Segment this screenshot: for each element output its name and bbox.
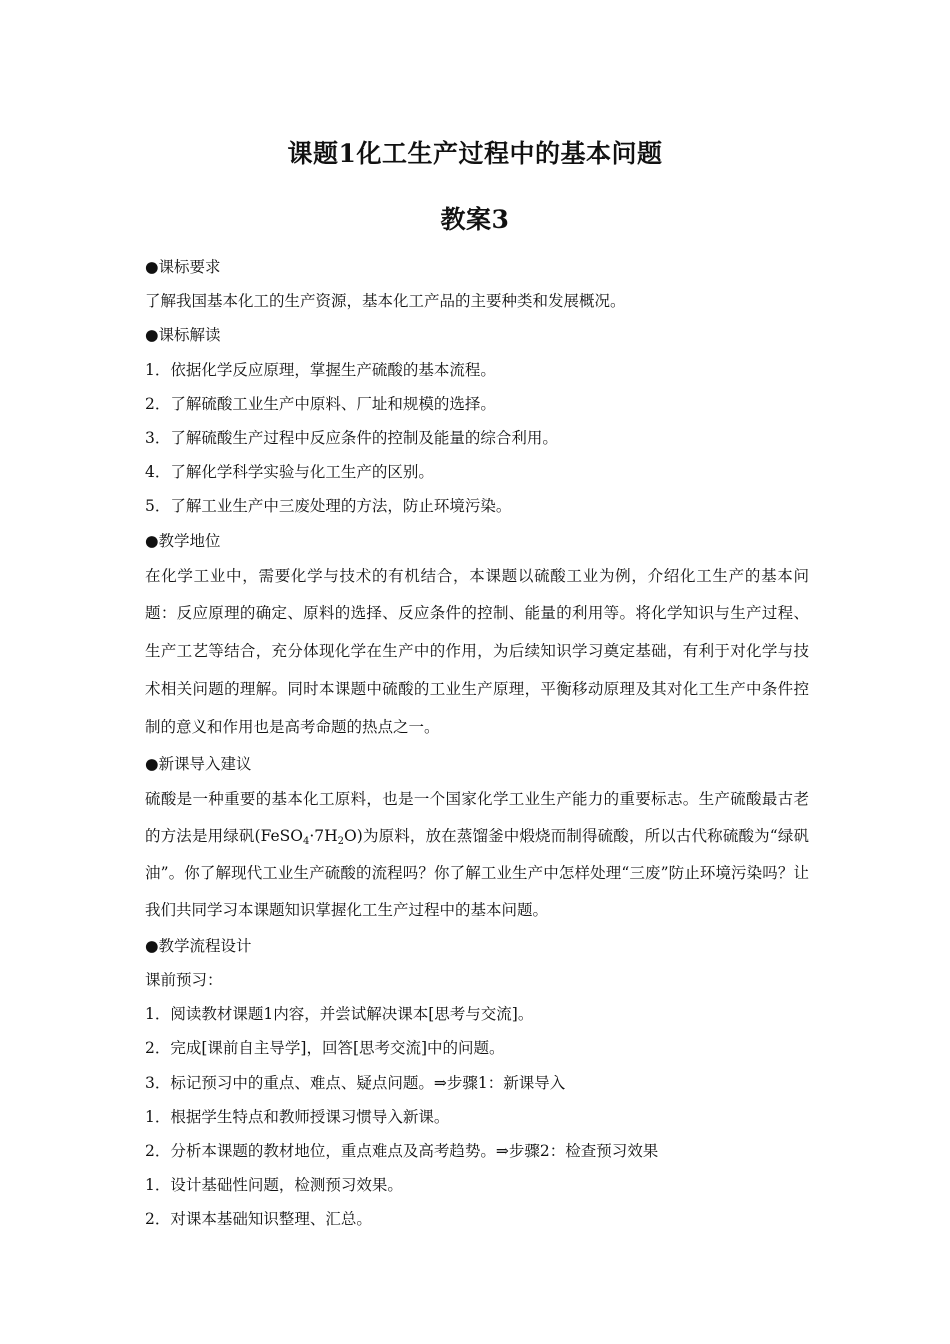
list-item: 2．分析本课题的教材地位，重点难点及高考趋势。⇒步骤2：检查预习效果 xyxy=(145,1141,659,1160)
paragraph: 硫酸是一种重要的基本化工原料，也是一个国家化学工业生产能力的重要标志。生产硫酸最古老的方法是用绿矾$(FeSO_4\cdot 7H_2O)$为原料，放在蒸馏釜中煅烧而制得硫酸，所以古代称硫酸为“绿矾油”。你了解现代工业生产硫酸的流程吗？你了解工业生产中怎样处理“三废”防止环境污染吗？让我们共同学习本课题知识掌握化工生产过程中的基本问题。 xyxy=(145,789,809,919)
list-item: 3．了解硫酸生产过程中反应条件的控制及能量的综合利用。 xyxy=(145,428,558,447)
section-heading: ●教学地位 xyxy=(145,531,221,550)
list-item: 1．依据化学反应原理，掌握生产硫酸的基本流程。 xyxy=(145,360,496,379)
list-item: 1．阅读教材课题1内容，并尝试解决课本[思考与交流]。 xyxy=(145,1005,534,1024)
list-item: 5．了解工业生产中三废处理的方法，防止环境污染。 xyxy=(145,497,512,516)
section-heading: ●课标要求 xyxy=(145,258,221,276)
list-item: 4．了解化学科学实验与化工生产的区别。 xyxy=(145,463,434,482)
list-item: 2．了解硫酸工业生产中原料、厂址和规模的选择。 xyxy=(145,394,496,413)
section-heading: ●教学流程设计 xyxy=(145,936,252,955)
list-item: 2．对课本基础知识整理、汇总。 xyxy=(145,1210,372,1229)
document-subtitle: 教案3 xyxy=(440,205,510,234)
list-item: 1．根据学生特点和教师授课习惯导入新课。 xyxy=(145,1107,450,1126)
paragraph: 了解我国基本化工的生产资源，基本化工产品的主要种类和发展概况。 xyxy=(145,292,626,311)
document-title: 课题1化工生产过程中的基本问题 xyxy=(287,139,663,168)
list-item: 2．完成[课前自主导学]，回答[思考交流]中的问题。 xyxy=(145,1039,505,1058)
list-item: 1．设计基础性问题，检测预习效果。 xyxy=(145,1176,403,1195)
document-body xyxy=(145,250,809,1237)
list-item: 课前预习： xyxy=(145,971,223,990)
section-heading: ●课标解读 xyxy=(145,326,221,345)
section-heading: ●新课导入建议 xyxy=(145,754,252,773)
paragraph: 在化学工业中，需要化学与技术的有机结合，本课题以硫酸工业为例，介绍化工生产的基本问题：反应原理的确定、原料的选择、反应条件的控制、能量的利用等。将化学知识与生产过程、生产工艺等结合，充分体现化学在生产中的作用，为后续知识学习奠定基础，有利于对化学与技术相关问题的理解。同时本课题中硫酸的工业生产原理，平衡移动原理及其对化工生产中条件控制的意义和作用也是高考命题的热点之一。 xyxy=(145,566,809,736)
list-item: 3．标记预习中的重点、难点、疑点问题。⇒步骤1：新课导入 xyxy=(145,1073,566,1092)
